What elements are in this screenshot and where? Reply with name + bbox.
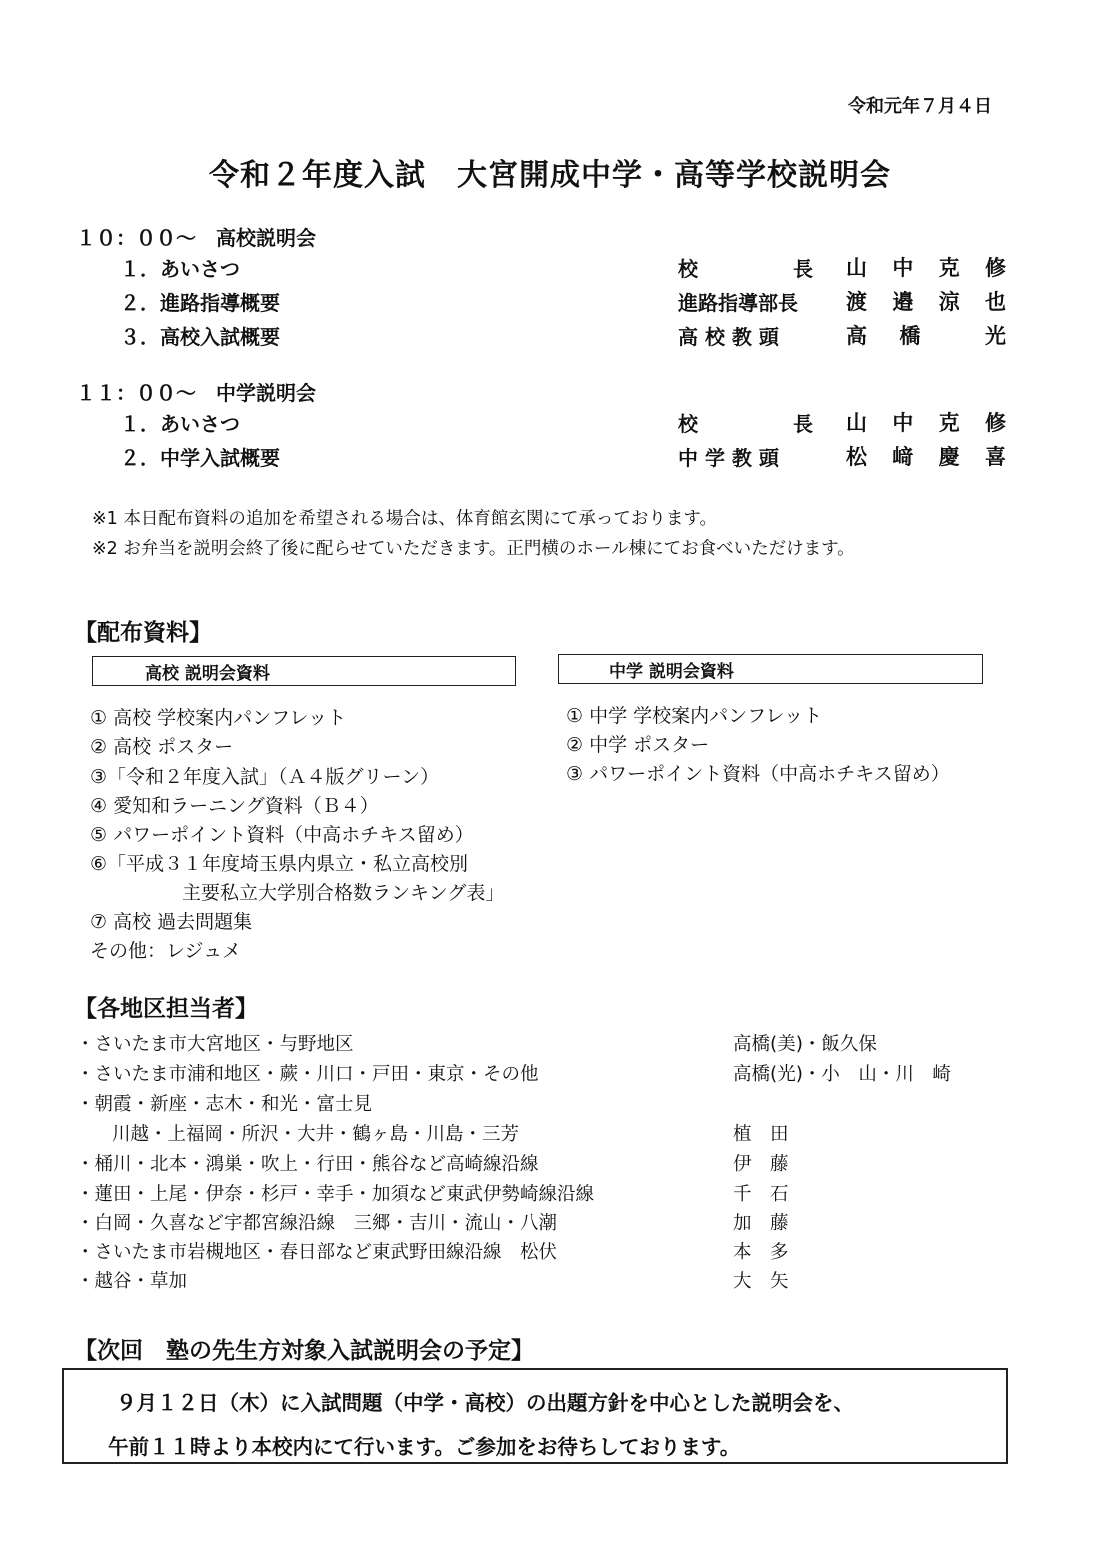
material-item: ① 中学 学校案内パンフレット (566, 705, 823, 727)
material-item: ⑥「平成３１年度埼玉県内県立・私立高校別 (90, 853, 469, 875)
district-area: ・白岡・久喜など宇都宮線沿線 三郷・吉川・流山・八潮 (76, 1213, 558, 1234)
session-item-speaker: 山 中 克 修 (846, 256, 1006, 280)
section-heading-materials: 【配布資料】 (74, 620, 212, 646)
next-session-box (62, 1368, 1008, 1464)
material-item: ② 中学 ポスター (566, 734, 710, 756)
session-item-label: ２．進路指導概要 (120, 291, 280, 315)
material-item: ③「令和２年度入試」（Ａ４版グリーン） (90, 766, 440, 788)
material-item: ⑤ パワーポイント資料（中高ホチキス留め） (90, 824, 474, 846)
session-item-speaker: 渡 邉 涼 也 (846, 290, 1006, 314)
session-heading-high-school: １０：００～ 高校説明会 (76, 226, 316, 250)
district-staff: 千 石 (733, 1184, 789, 1205)
session-heading-junior-high: １１：００～ 中学説明会 (76, 381, 316, 405)
session-item-role: 進路指導部長 (678, 291, 798, 315)
material-item: その他：レジュメ (90, 940, 242, 962)
next-session-line: ９月１２日（木）に入試問題（中学・高校）の出題方針を中心とした説明会を、 (116, 1391, 854, 1415)
materials-heading-junior-high: 中学 説明会資料 (558, 654, 983, 684)
material-item: ② 高校 ポスター (90, 736, 234, 758)
district-staff: 大 矢 (733, 1271, 789, 1292)
session-item-label: １．あいさつ (120, 257, 240, 281)
materials-heading-high-school: 高校 説明会資料 (92, 656, 516, 686)
district-area: ・さいたま市浦和地区・蕨・川口・戸田・東京・その他 (76, 1064, 539, 1085)
session-item-label: １．あいさつ (120, 412, 240, 436)
district-area: ・越谷・草加 (76, 1271, 188, 1292)
district-staff: 伊 藤 (733, 1154, 789, 1175)
session-item-speaker: 松 﨑 慶 喜 (846, 445, 1006, 469)
material-item: ④ 愛知和ラーニング資料（Ｂ４） (90, 795, 379, 817)
document-title: 令和２年度入試 大宮開成中学・高等学校説明会 (209, 158, 891, 193)
district-area: ・さいたま市岩槻地区・春日部など東武野田線沿線 松伏 (76, 1242, 558, 1263)
session-item-role: 校 長 (678, 412, 813, 436)
session-item-label: ３．高校入試概要 (120, 325, 280, 349)
document-date: 令和元年７月４日 (848, 96, 992, 117)
session-item-speaker: 高 橋 光 (846, 324, 1006, 348)
district-area: ・蓮田・上尾・伊奈・杉戸・幸手・加須など東武伊勢崎線沿線 (76, 1184, 595, 1205)
district-area: 川越・上福岡・所沢・大井・鶴ヶ島・川島・三芳 (112, 1124, 520, 1145)
district-staff: 本 多 (733, 1242, 789, 1263)
district-staff: 植 田 (733, 1124, 789, 1145)
next-session-line: 午前１１時より本校内にて行います。ご参加をお待ちしております。 (108, 1435, 741, 1459)
session-item-role: 高 校 教 頭 (678, 325, 779, 349)
district-area: ・桶川・北本・鴻巣・吹上・行田・熊谷など高崎線沿線 (76, 1154, 539, 1175)
material-item: ③ パワーポイント資料（中高ホチキス留め） (566, 763, 950, 785)
session-item-role: 校 長 (678, 257, 813, 281)
district-staff: 加 藤 (733, 1213, 789, 1234)
section-heading-districts: 【各地区担当者】 (74, 996, 258, 1022)
note-text: ※1 本日配布資料の追加を希望される場合は、体育館玄関にて承っております。 (92, 509, 717, 529)
session-item-label: ２．中学入試概要 (120, 446, 280, 470)
district-staff: 高橋(光)・小 山・川 崎 (733, 1064, 951, 1085)
material-item: ⑦ 高校 過去問題集 (90, 911, 253, 933)
session-item-role: 中 学 教 頭 (678, 446, 779, 470)
session-item-speaker: 山 中 克 修 (846, 411, 1006, 435)
district-staff: 高橋(美)・飯久保 (733, 1034, 877, 1055)
district-area: ・朝霞・新座・志木・和光・富士見 (76, 1094, 373, 1115)
district-area: ・さいたま市大宮地区・与野地区 (76, 1034, 354, 1055)
material-item: ① 高校 学校案内パンフレット (90, 707, 347, 729)
material-item-continuation: 主要私立大学別合格数ランキング表」 (182, 882, 505, 904)
section-heading-next-session: 【次回 塾の先生方対象入試説明会の予定】 (74, 1338, 534, 1364)
note-text: ※2 お弁当を説明会終了後に配らせていただきます。正門横のホール棟にてお食べいただけます。 (92, 539, 855, 559)
